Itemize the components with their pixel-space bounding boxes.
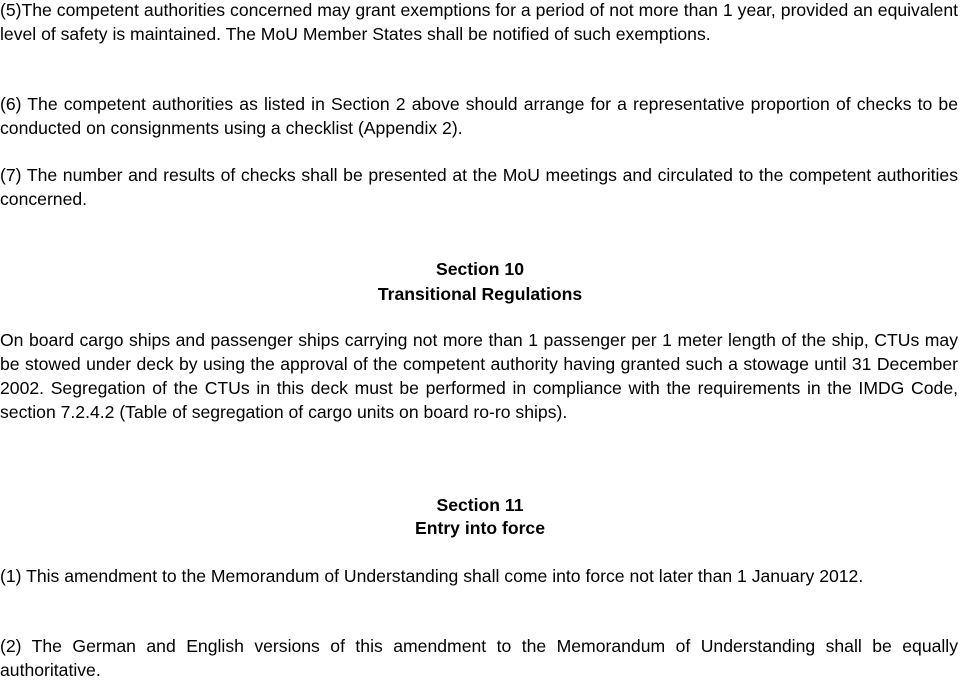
section-10-body: On board cargo ships and passenger ships carrying not more than 1 passenger per 1 meter length of the ship, CTUs may be stowed under deck by using the approval of the competent authority having granted such a stowage until 31 December 2002. Segregation of the CTUs in this deck must be performed in compliance with the requirements in the IMDG Code, section 7.2.4.2 (Table of segregation of cargo units on board ro-ro ships). — [0, 330, 958, 422]
paragraph-6: (6) The competent authorities as listed in Section 2 above should arrange for a representative proportion of checks to be conducted on consignments using a checklist (Appendix 2). — [0, 94, 958, 138]
section-11-paragraph-2: (2) The German and English versions of this amendment to the Memorandum of Understanding shall be equally authoritative. — [0, 636, 958, 680]
section-11-paragraph-1: (1) This amendment to the Memorandum of Understanding shall come into force not later than 1 January 2012. — [0, 566, 864, 586]
paragraph-7: (7) The number and results of checks shall be presented at the MoU meetings and circulated to the competent authorities concerned. — [0, 165, 958, 209]
paragraph-5: (5)The competent authorities concerned may grant exemptions for a period of not more than 1 year, provided an equivalent level of safety is maintained. The MoU Member States shall be notified of such exemptions. — [0, 0, 958, 44]
section-11-title: Entry into force — [414, 518, 545, 538]
section-10-title: Transitional Regulations — [377, 284, 583, 304]
section-11-heading: Section 11 — [436, 495, 524, 515]
section-10-heading: Section 10 — [435, 259, 524, 279]
